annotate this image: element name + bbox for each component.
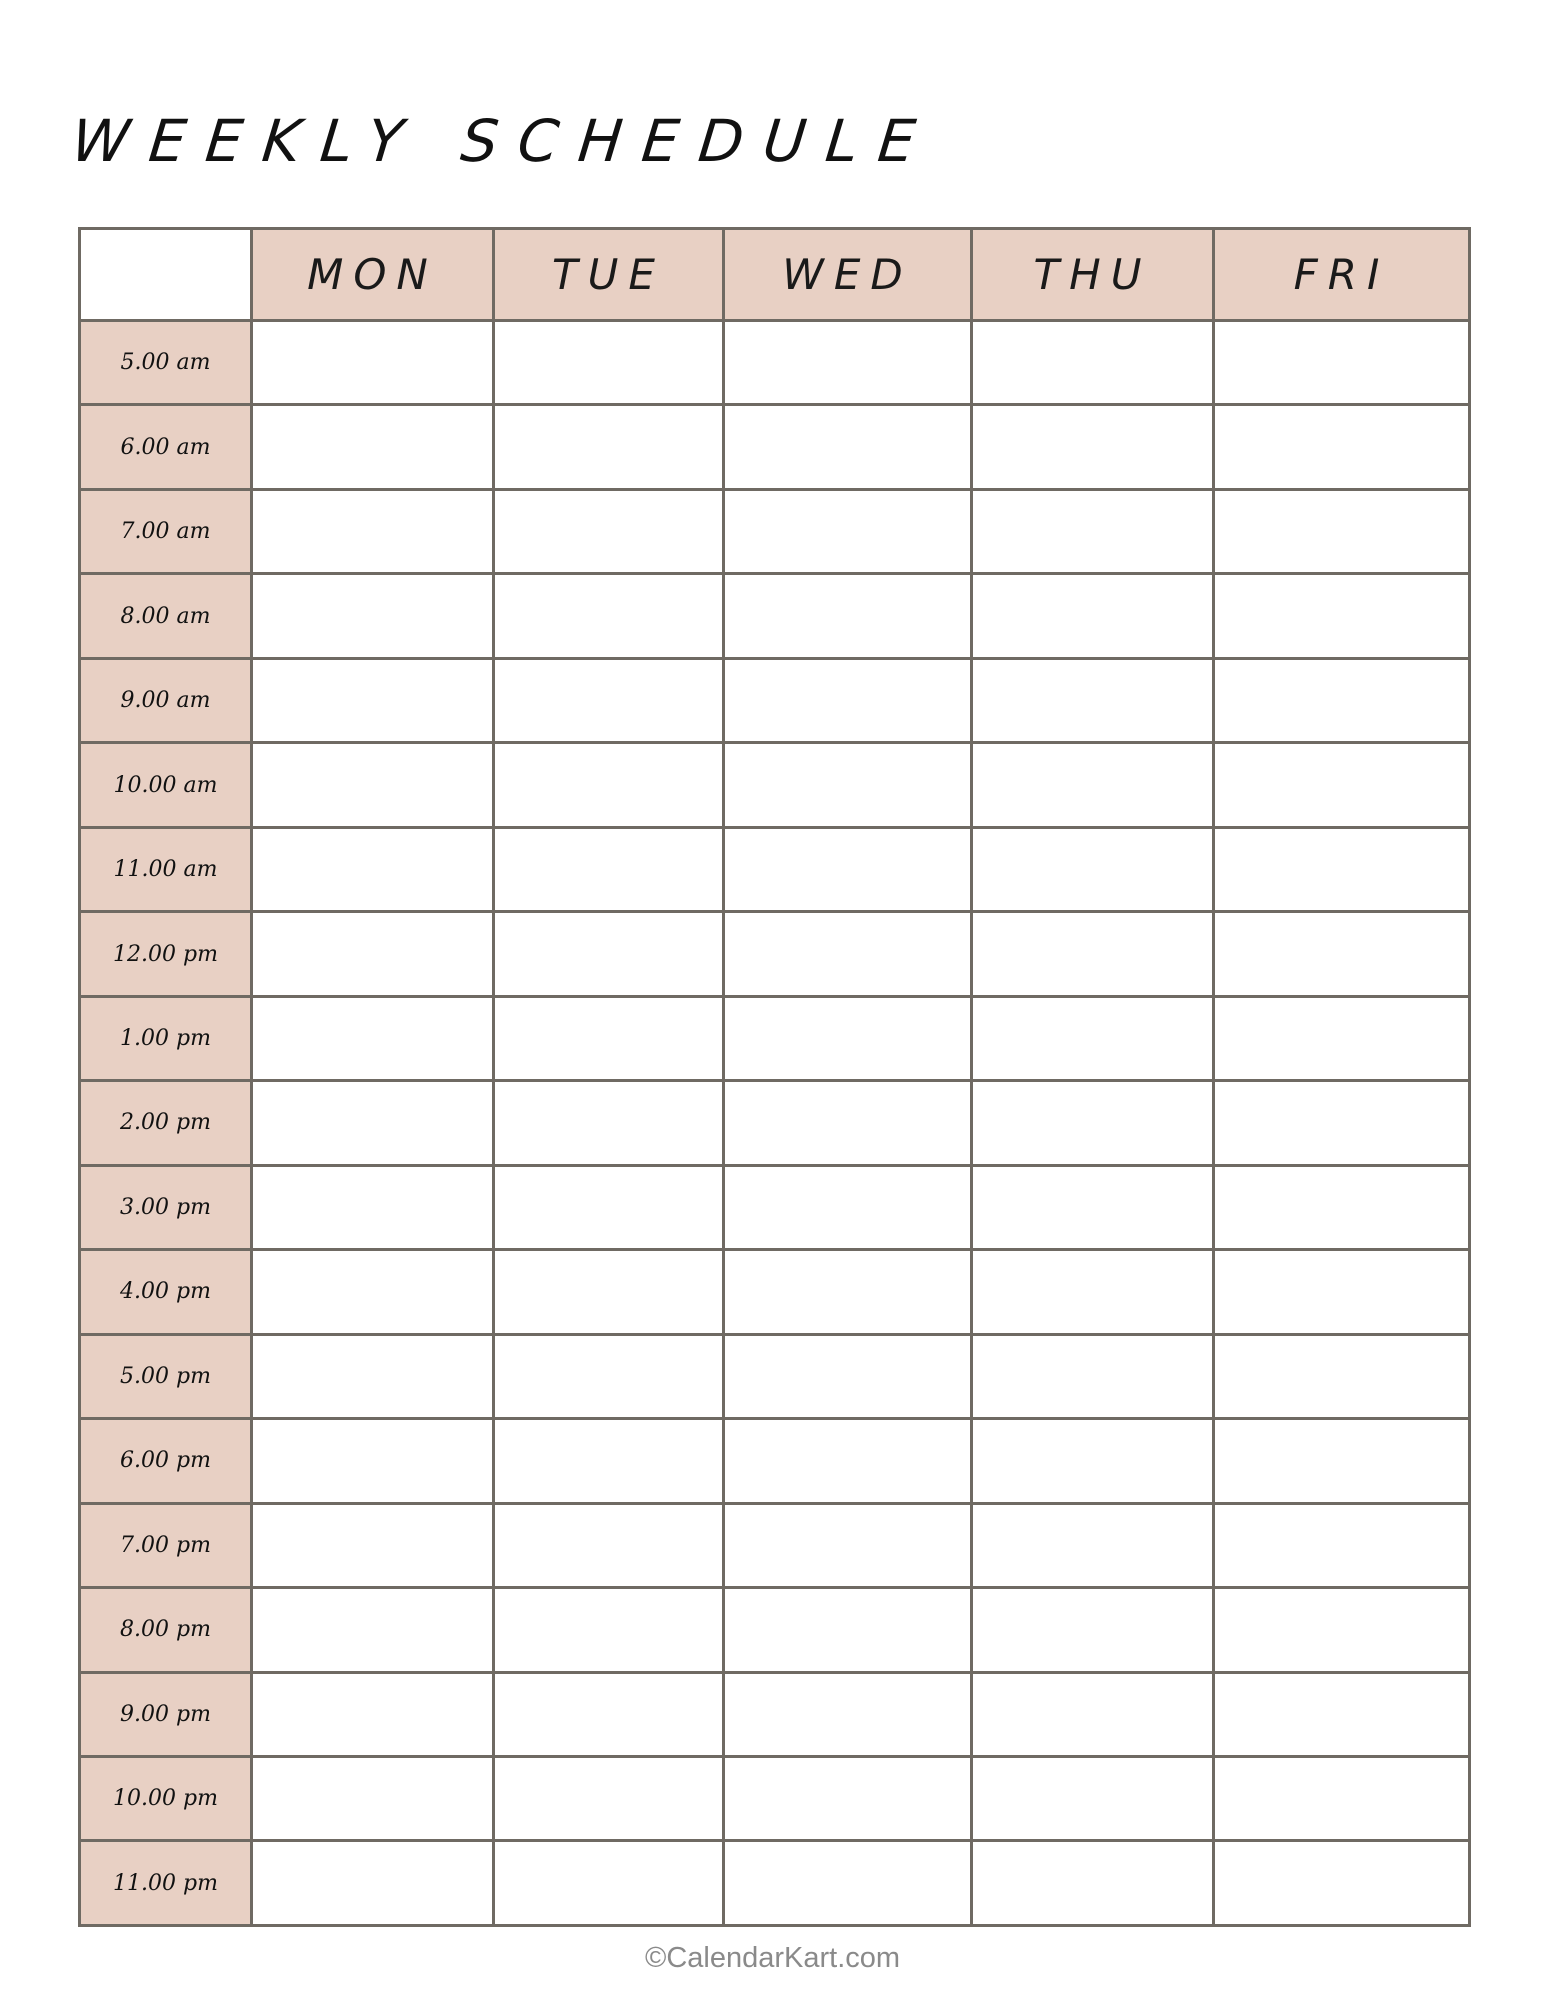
- slot-cell-fri[interactable]: [1214, 574, 1470, 658]
- footer-copyright: ©CalendarKart.com: [644, 1942, 901, 1974]
- slot-cell-fri[interactable]: [1214, 1756, 1470, 1840]
- slot-cell-fri[interactable]: [1214, 658, 1470, 742]
- day-header-mon: MON: [252, 229, 494, 321]
- time-label: 8.00 am: [80, 574, 252, 658]
- slot-cell-fri[interactable]: [1214, 1503, 1470, 1587]
- slot-cell-wed[interactable]: [724, 1756, 972, 1840]
- slot-cell-fri[interactable]: [1214, 405, 1470, 489]
- time-row: [80, 1165, 1470, 1249]
- corner-cell: [80, 229, 252, 321]
- slot-cell-mon[interactable]: [252, 1250, 494, 1334]
- slot-cell-mon[interactable]: [252, 1081, 494, 1165]
- slot-cell-tue[interactable]: [494, 1588, 724, 1672]
- slot-cell-fri[interactable]: [1214, 1334, 1470, 1418]
- time-row: [80, 321, 1470, 405]
- slot-cell-tue[interactable]: [494, 321, 724, 405]
- slot-cell-tue[interactable]: [494, 743, 724, 827]
- time-row: [80, 658, 1470, 742]
- time-row: [80, 489, 1470, 573]
- slot-cell-thu[interactable]: [972, 489, 1214, 573]
- time-label: 9.00 am: [80, 658, 252, 742]
- slot-cell-thu[interactable]: [972, 405, 1214, 489]
- slot-cell-thu[interactable]: [972, 321, 1214, 405]
- slot-cell-tue[interactable]: [494, 658, 724, 742]
- slot-cell-mon[interactable]: [252, 1588, 494, 1672]
- slot-cell-fri[interactable]: [1214, 912, 1470, 996]
- slot-cell-thu[interactable]: [972, 574, 1214, 658]
- slot-cell-wed[interactable]: [724, 405, 972, 489]
- slot-cell-mon[interactable]: [252, 1165, 494, 1249]
- slot-cell-wed[interactable]: [724, 1841, 972, 1926]
- slot-cell-mon[interactable]: [252, 1334, 494, 1418]
- slot-cell-fri[interactable]: [1214, 1165, 1470, 1249]
- slot-cell-mon[interactable]: [252, 1756, 494, 1840]
- slot-cell-mon[interactable]: [252, 827, 494, 911]
- time-label: 1.00 pm: [80, 996, 252, 1080]
- slot-cell-fri[interactable]: [1214, 1588, 1470, 1672]
- time-label: 2.00 pm: [80, 1081, 252, 1165]
- slot-cell-mon[interactable]: [252, 405, 494, 489]
- slot-cell-fri[interactable]: [1214, 1081, 1470, 1165]
- time-label: 12.00 pm: [80, 912, 252, 996]
- slot-cell-tue[interactable]: [494, 912, 724, 996]
- slot-cell-tue[interactable]: [494, 827, 724, 911]
- day-header-wed: WED: [724, 229, 972, 321]
- time-row: [80, 574, 1470, 658]
- slot-cell-fri[interactable]: [1214, 996, 1470, 1080]
- time-label: 3.00 pm: [80, 1165, 252, 1249]
- time-row: [80, 912, 1470, 996]
- slot-cell-wed[interactable]: [724, 1081, 972, 1165]
- slot-cell-mon[interactable]: [252, 574, 494, 658]
- slot-cell-mon[interactable]: [252, 1419, 494, 1503]
- schedule-table: [78, 227, 1471, 1927]
- slot-cell-fri[interactable]: [1214, 1419, 1470, 1503]
- slot-cell-thu[interactable]: [972, 912, 1214, 996]
- slot-cell-tue[interactable]: [494, 1165, 724, 1249]
- slot-cell-wed[interactable]: [724, 996, 972, 1080]
- slot-cell-wed[interactable]: [724, 1672, 972, 1756]
- slot-cell-wed[interactable]: [724, 743, 972, 827]
- slot-cell-thu[interactable]: [972, 658, 1214, 742]
- slot-cell-thu[interactable]: [972, 1165, 1214, 1249]
- slot-cell-wed[interactable]: [724, 574, 972, 658]
- time-row: [80, 827, 1470, 911]
- time-label: 8.00 pm: [80, 1588, 252, 1672]
- slot-cell-tue[interactable]: [494, 1756, 724, 1840]
- slot-cell-mon[interactable]: [252, 321, 494, 405]
- slot-cell-wed[interactable]: [724, 1419, 972, 1503]
- day-header-thu: THU: [972, 229, 1214, 321]
- slot-cell-tue[interactable]: [494, 574, 724, 658]
- time-row: [80, 1081, 1470, 1165]
- time-label: 4.00 pm: [80, 1250, 252, 1334]
- time-label: 11.00 pm: [80, 1841, 252, 1926]
- time-row: [80, 1334, 1470, 1418]
- slot-cell-thu[interactable]: [972, 996, 1214, 1080]
- time-label: 9.00 pm: [80, 1672, 252, 1756]
- slot-cell-wed[interactable]: [724, 1503, 972, 1587]
- schedule-body: [80, 321, 1470, 1926]
- time-row: [80, 1841, 1470, 1926]
- slot-cell-fri[interactable]: [1214, 1841, 1470, 1926]
- slot-cell-tue[interactable]: [494, 1419, 724, 1503]
- slot-cell-wed[interactable]: [724, 321, 972, 405]
- time-row: [80, 1503, 1470, 1587]
- time-label: 6.00 pm: [80, 1419, 252, 1503]
- time-label: 5.00 pm: [80, 1334, 252, 1418]
- time-row: [80, 1756, 1470, 1840]
- slot-cell-tue[interactable]: [494, 1841, 724, 1926]
- slot-cell-mon[interactable]: [252, 1503, 494, 1587]
- slot-cell-wed[interactable]: [724, 658, 972, 742]
- time-label: 5.00 am: [80, 321, 252, 405]
- time-row: [80, 1250, 1470, 1334]
- time-label: 10.00 pm: [80, 1756, 252, 1840]
- slot-cell-fri[interactable]: [1214, 489, 1470, 573]
- slot-cell-fri[interactable]: [1214, 827, 1470, 911]
- slot-cell-thu[interactable]: [972, 827, 1214, 911]
- header-row: [80, 229, 1470, 321]
- slot-cell-thu[interactable]: [972, 1841, 1214, 1926]
- slot-cell-wed[interactable]: [724, 1588, 972, 1672]
- slot-cell-mon[interactable]: [252, 1672, 494, 1756]
- slot-cell-wed[interactable]: [724, 489, 972, 573]
- slot-cell-thu[interactable]: [972, 1250, 1214, 1334]
- slot-cell-tue[interactable]: [494, 1672, 724, 1756]
- time-label: 10.00 am: [80, 743, 252, 827]
- slot-cell-thu[interactable]: [972, 1419, 1214, 1503]
- slot-cell-fri[interactable]: [1214, 1250, 1470, 1334]
- slot-cell-wed[interactable]: [724, 1250, 972, 1334]
- slot-cell-wed[interactable]: [724, 912, 972, 996]
- slot-cell-tue[interactable]: [494, 1250, 724, 1334]
- slot-cell-thu[interactable]: [972, 1588, 1214, 1672]
- slot-cell-fri[interactable]: [1214, 1672, 1470, 1756]
- slot-cell-thu[interactable]: [972, 743, 1214, 827]
- day-header-fri: FRI: [1214, 229, 1470, 321]
- slot-cell-tue[interactable]: [494, 996, 724, 1080]
- slot-cell-fri[interactable]: [1214, 321, 1470, 405]
- slot-cell-wed[interactable]: [724, 1165, 972, 1249]
- slot-cell-mon[interactable]: [252, 743, 494, 827]
- slot-cell-tue[interactable]: [494, 1334, 724, 1418]
- slot-cell-mon[interactable]: [252, 996, 494, 1080]
- slot-cell-mon[interactable]: [252, 489, 494, 573]
- time-label: 7.00 am: [80, 489, 252, 573]
- slot-cell-tue[interactable]: [494, 1081, 724, 1165]
- slot-cell-thu[interactable]: [972, 1081, 1214, 1165]
- slot-cell-tue[interactable]: [494, 405, 724, 489]
- slot-cell-thu[interactable]: [972, 1334, 1214, 1418]
- slot-cell-thu[interactable]: [972, 1756, 1214, 1840]
- time-label: 7.00 pm: [80, 1503, 252, 1587]
- slot-cell-thu[interactable]: [972, 1503, 1214, 1587]
- day-header-tue: TUE: [494, 229, 724, 321]
- time-row: [80, 996, 1470, 1080]
- page-title: WEEKLY SCHEDULE: [68, 107, 939, 175]
- slot-cell-thu[interactable]: [972, 1672, 1214, 1756]
- time-row: [80, 405, 1470, 489]
- time-row: [80, 1419, 1470, 1503]
- time-row: [80, 743, 1470, 827]
- slot-cell-wed[interactable]: [724, 827, 972, 911]
- time-label: 11.00 am: [80, 827, 252, 911]
- time-label: 6.00 am: [80, 405, 252, 489]
- time-row: [80, 1588, 1470, 1672]
- slot-cell-wed[interactable]: [724, 1334, 972, 1418]
- time-row: [80, 1672, 1470, 1756]
- slot-cell-fri[interactable]: [1214, 743, 1470, 827]
- slot-cell-mon[interactable]: [252, 658, 494, 742]
- slot-cell-mon[interactable]: [252, 1841, 494, 1926]
- slot-cell-mon[interactable]: [252, 912, 494, 996]
- slot-cell-tue[interactable]: [494, 1503, 724, 1587]
- slot-cell-tue[interactable]: [494, 489, 724, 573]
